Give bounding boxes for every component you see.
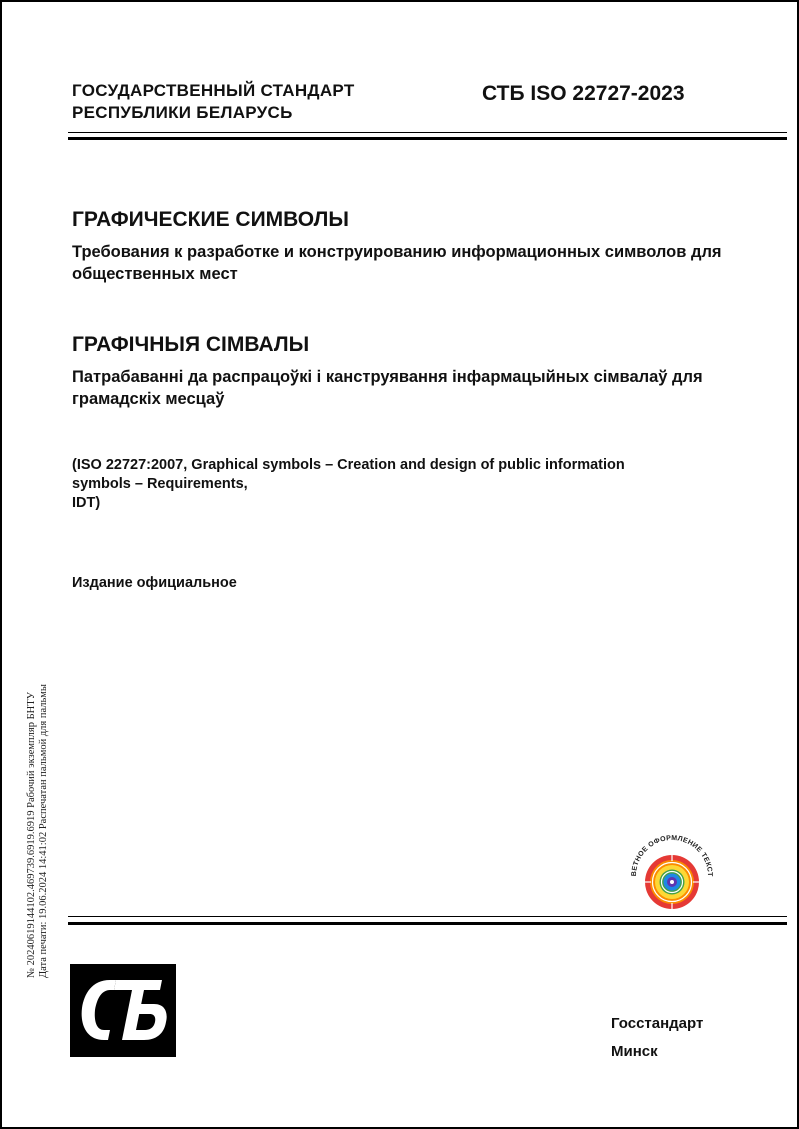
standard-org [72,80,355,124]
publisher-city: Минск [611,1043,658,1060]
side-print-note-line2: Дата печати: 19.06.2024 14:41:02 Распечатан пальмой для пальмы [38,684,49,978]
publisher-name: Госстандарт [611,1015,704,1032]
standard-org-line1: ГОСУДАРСТВЕННЫЙ СТАНДАРТ [72,81,355,100]
iso-reference-line1: (ISO 22727:2007, Graphical symbols – Creation and design of public information [72,457,625,473]
subtitle-russian: Требования к разработке и конструированию информационных символов для общественных мест [72,243,722,283]
title-belarusian: ГРАФІЧНЫЯ СІМВАЛЫ [72,333,310,356]
badge-text: ВЕТНОЕ ОФОРМЛЕНИЕ ТЕКСТ [630,834,714,877]
iso-reference-line3: IDT) [72,495,101,511]
iso-reference-line2: symbols – Requirements, [72,476,248,492]
footer-rule-thick [68,922,787,925]
header-rule-thick [68,137,787,140]
color-design-badge-icon [626,826,718,918]
subtitle-belarusian: Патрабаванні да распрацоўкі і канструявання інфармацыйных сімвалаў для грамадскіх месцаў [72,368,703,408]
footer-rule-thin [68,916,787,917]
side-print-note-line1: № 20240619144102.469739.6919.6919 Рабочий экземпляр БНТУ [26,691,37,978]
stb-logo-icon [70,964,176,1057]
publisher [611,1010,703,1066]
title-russian: ГРАФИЧЕСКИЕ СИМВОЛЫ [72,208,349,231]
edition-label: Издание официальное [72,575,237,591]
side-print-note [26,684,50,978]
standard-org-line2: РЕСПУБЛИКИ БЕЛАРУСЬ [72,103,293,122]
header-rule-thin [68,132,787,133]
iso-reference [72,456,732,513]
standard-designation: СТБ ISO 22727-2023 [482,82,685,105]
